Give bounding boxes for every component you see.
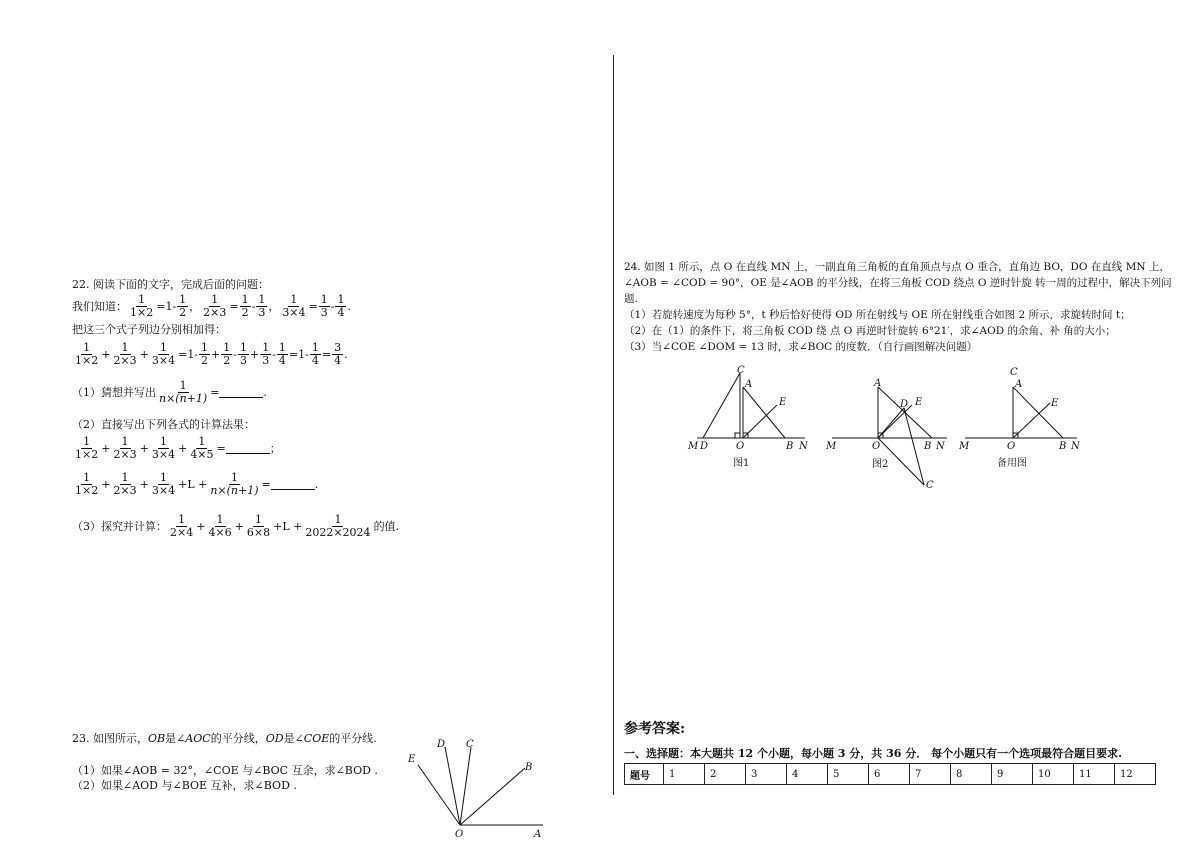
question-number-cell: 9 (992, 764, 1033, 785)
q24-line2: ∠AOB = ∠COD = 90°，OE 是∠AOB 的平分线，在将三角板 COD 绕点 O 逆时针旋 转一周的过程中，解决下列问 (624, 277, 1172, 289)
point-label-N: N (1071, 441, 1080, 452)
point-label-A: A (1015, 379, 1023, 390)
point-label-N: N (799, 441, 808, 452)
figure-caption: 备用图 (997, 458, 1027, 469)
point-label-A: A (874, 378, 882, 389)
q22-known-row: 我们知道： $\frac{1}{1\times 2}$ = 1 - $\frac{1}{2}$ ， $\frac{1}{2\times 3}$ = $\frac{1}{2}$ - $\frac{1}{3}$ ， $\frac{1}{3\times 4}$ = $\frac{1}{3}$ - $\frac{1}{4}$ . (72, 292, 351, 319)
table-row (625, 764, 1156, 785)
fraction: $\frac{1}{2}$ (179, 292, 187, 319)
point-label-M: M (959, 441, 970, 452)
point-label-C: C (466, 739, 474, 750)
question-24 (624, 258, 1172, 358)
point-label-N: N (936, 441, 945, 452)
question-number-cell: 5 (828, 764, 869, 785)
question-number-cell: 1 (664, 764, 705, 785)
point-label-B: B (1059, 441, 1067, 452)
question-22 (72, 276, 592, 546)
point-label-A: A (745, 379, 753, 390)
question-number-cell: 8 (951, 764, 992, 785)
point-label-O: O (872, 441, 881, 452)
table-header-cell: 题号 (625, 764, 664, 785)
point-label-B: B (786, 441, 794, 452)
q22-add-label: 把这三个式子列边分别相加得： (72, 323, 226, 336)
q22-sum-row: $\frac{1}{1\times 2}$ + $\frac{1}{2\times 3}$ + $\frac{1}{3\times 4}$ = 1 - $\frac{1}{2}$ + $\frac{1}{2}$ - $\frac{1}{3}$ + $\frac{1}{3}$ - $\frac{1}{4}$ = 1 - $\frac{1}{4}$ = $\frac{3}{4}$ . (75, 340, 348, 367)
point-label-D: D (437, 739, 446, 750)
figure-caption: 图1 (733, 458, 750, 469)
column-divider (613, 55, 614, 795)
q24-part3: （3）当∠COE ∠DOM = 13 时，求∠BOC 的度数．（自行画图解决问题） (624, 341, 978, 353)
question-number-cell: 11 (1074, 764, 1115, 785)
q22-title: 22. 阅读下面的文字，完成后面的问题： (72, 278, 269, 291)
q22-known-label: 我们知道： (72, 300, 127, 313)
point-label-C: C (926, 480, 934, 491)
point-label-B: B (924, 441, 932, 452)
question-number-cell: 3 (746, 764, 787, 785)
q23-title: 23. 如图所示，OB是∠AOC的平分线，OD是∠COE的平分线. (72, 732, 377, 745)
question-number-cell: 2 (705, 764, 746, 785)
point-label-E: E (779, 397, 787, 408)
fraction: $\frac{1}{2\times 3}$ (203, 292, 227, 319)
q24-figure-1 (685, 365, 810, 470)
question-number-cell: 4 (787, 764, 828, 785)
fraction: $\frac{1}{3}$ (320, 292, 328, 319)
answers-heading: 参考答案: (624, 721, 686, 737)
figure-caption: 图2 (872, 459, 889, 470)
fraction: $\frac{1}{3\times 4}$ (282, 292, 306, 319)
question-number-cell: 12 (1115, 764, 1156, 785)
q24-part2: （2）在（1）的条件下，将三角板 COD 绕 点 O 再逆时针旋转 6°21′，求∠AOD 的余角、补 角的大小； (624, 325, 1116, 337)
fraction: $\frac{1}{3}$ (258, 292, 266, 319)
fraction: $\frac{1}{2}$ (241, 292, 249, 319)
point-label-C: C (1010, 367, 1018, 378)
q24-part1: （1）若旋转速度为每秒 5°，t 秒后恰好使得 OD 所在射线与 OE 所在射线重合如图 2 所示，求旋转时间 t； (624, 309, 1131, 321)
q23-part2: （2）如果∠AOD 与∠BOE 互补，求∠BOD . (72, 779, 297, 792)
q24-line1: 24. 如图 1 所示，点 O 在直线 MN 上，一副直角三角板的直角顶点与点 O 重合，直角边 BO，DO 在直线 MN 上， (624, 261, 1170, 273)
q24-figure-2 (822, 375, 952, 495)
point-label-B: B (525, 762, 533, 773)
point-label-D: D (700, 441, 709, 452)
point-label-M: M (688, 441, 699, 452)
answers-section-title: 一、选择题：本大题共 12 个小题，每小题 3 分，共 36 分． 每个小题只有一个选项最符合题目要求. (624, 747, 1122, 760)
q22-part1: （1）猜想并写出 $\frac{1}{n\times(n+1)}$ = . (72, 378, 267, 405)
question-23 (72, 730, 402, 800)
q22-part2-eq2: $\frac{1}{1\times 2}$ + $\frac{1}{2\times 3}$ + $\frac{1}{3\times 4}$ + L + $\frac{1}{n\times(n+1)}$ = . (75, 470, 319, 497)
point-label-M: M (826, 441, 837, 452)
q23-angle-figure (400, 735, 560, 845)
point-label-A: A (534, 829, 542, 840)
point-label-E: E (1051, 398, 1059, 409)
q22-part3: （3）探究并计算： $\frac{1}{2\times 4}$ + $\frac{1}{4\times 6}$ + $\frac{1}{6\times 8}$ + L + $\frac{1}{2022\times 2024}$ 的值. (72, 512, 400, 539)
question-number-cell: 7 (910, 764, 951, 785)
question-number-cell: 10 (1033, 764, 1074, 785)
answer-blank (271, 479, 315, 490)
q22-part2-eq1: $\frac{1}{1\times 2}$ + $\frac{1}{2\times 3}$ + $\frac{1}{3\times 4}$ + $\frac{1}{4\times 5}$ = ； (75, 434, 281, 461)
point-label-O: O (736, 441, 745, 452)
point-label-E: E (408, 754, 416, 765)
q23-part1: （1）如果∠AOB = 32°，∠COE 与∠BOC 互余，求∠BOD . (72, 764, 378, 777)
point-label-E: E (915, 397, 923, 408)
point-label-C: C (737, 365, 745, 376)
point-label-D: D (900, 399, 909, 410)
fraction: $\frac{1}{1\times 2}$ (130, 292, 154, 319)
answer-table (624, 763, 1156, 785)
point-label-O: O (1007, 441, 1016, 452)
fraction: $\frac{1}{4}$ (337, 292, 345, 319)
q24-line3: 题. (624, 293, 638, 305)
q24-figure-spare (955, 365, 1085, 470)
answer-blank (226, 443, 270, 454)
q22-part2-label: （2）直接写出下列各式的计算法果： (72, 418, 255, 431)
question-number-cell: 6 (869, 764, 910, 785)
answer-blank (219, 387, 263, 398)
point-label-O: O (455, 829, 464, 840)
